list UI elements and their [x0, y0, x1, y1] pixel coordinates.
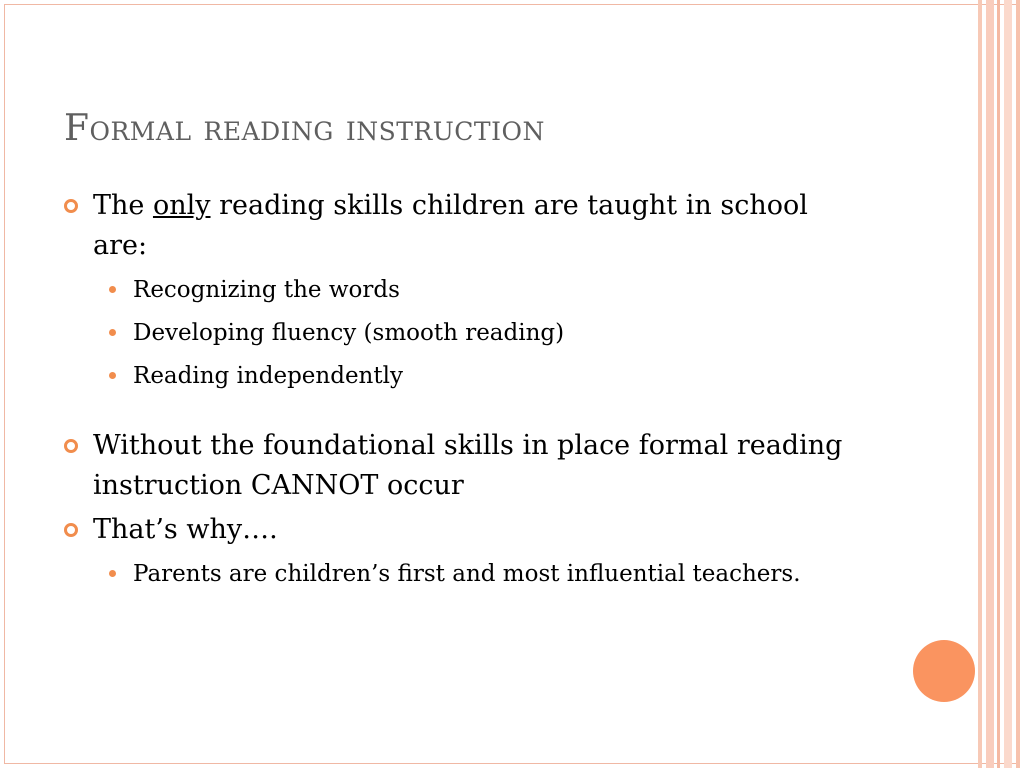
bullet-item: [64, 426, 864, 506]
ring-bullet-icon: [64, 523, 78, 537]
sub-bullet-item: [64, 315, 864, 351]
bullet-text: The: [93, 190, 153, 221]
slide-title: Formal reading instruction: [64, 108, 545, 149]
dot-bullet-icon: [109, 372, 116, 379]
dot-bullet-icon: [109, 286, 116, 293]
decorative-circle: [913, 640, 975, 702]
bullet-text: Without the foundational skills in place formal reading instruction CANNOT occur: [93, 430, 843, 501]
dot-bullet-icon: [109, 570, 116, 577]
decorative-stripe: [1004, 0, 1012, 768]
slide-body: [64, 186, 864, 592]
bullet-item: [64, 186, 864, 266]
bullet-text: reading skills children are taught in school are:: [93, 190, 808, 261]
bullet-text: That’s why….: [93, 514, 278, 545]
sub-bullet-item: [64, 358, 864, 394]
sub-bullet-text: Developing fluency (smooth reading): [133, 320, 565, 346]
decorative-stripe: [978, 0, 982, 768]
ring-bullet-icon: [64, 199, 78, 213]
sub-bullet-item: [64, 272, 864, 308]
sub-bullet-text: Recognizing the words: [133, 277, 400, 303]
sub-bullet-text: Reading independently: [133, 363, 403, 389]
dot-bullet-icon: [109, 329, 116, 336]
sub-bullet-text: Parents are children’s first and most influential teachers.: [133, 561, 801, 587]
sub-bullet-list: [64, 556, 864, 592]
sub-bullet-item: [64, 556, 864, 592]
bullet-item: [64, 510, 864, 550]
emphasized-text: only: [152, 190, 211, 221]
sub-bullet-list: [64, 272, 864, 394]
decorative-stripe: [1016, 0, 1020, 768]
ring-bullet-icon: [64, 439, 78, 453]
decorative-stripe: [986, 0, 994, 768]
decorative-stripe: [997, 0, 1000, 768]
